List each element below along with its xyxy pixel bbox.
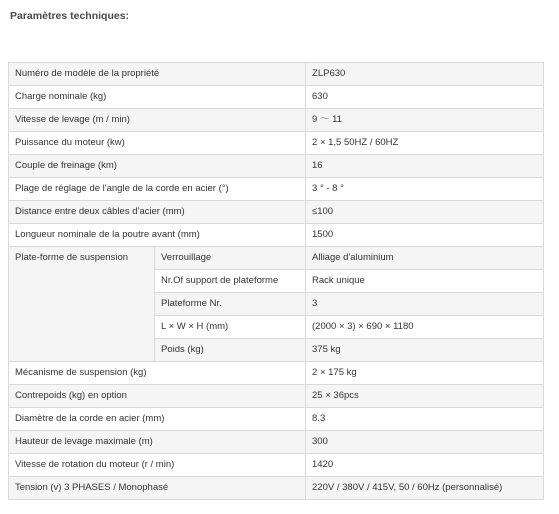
table-row — [9, 454, 544, 477]
row-value: Rack unique — [306, 270, 544, 293]
row-label: Diamètre de la corde en acier (mm) — [9, 408, 306, 431]
row-value: 1500 — [306, 224, 544, 247]
row-value: 300 — [306, 431, 544, 454]
row-label: Puissance du moteur (kw) — [9, 132, 306, 155]
row-label: Plage de réglage de l'angle de la corde en acier (°) — [9, 178, 306, 201]
table-row — [9, 247, 544, 270]
row-label: Mécanisme de suspension (kg) — [9, 362, 306, 385]
sub-row-label: Verrouillage — [155, 247, 306, 270]
row-value: Alliage d'aluminium — [306, 247, 544, 270]
row-value: 16 — [306, 155, 544, 178]
row-value: 220V / 380V / 415V, 50 / 60Hz (personnalisé) — [306, 477, 544, 500]
row-label: Distance entre deux câbles d'acier (mm) — [9, 201, 306, 224]
row-value: 2 × 1,5 50HZ / 60HZ — [306, 132, 544, 155]
row-value: 8.3 — [306, 408, 544, 431]
sub-row-label: Poids (kg) — [155, 339, 306, 362]
row-value: (2000 × 3) × 690 × 1180 — [306, 316, 544, 339]
row-label: Couple de freinage (km) — [9, 155, 306, 178]
sub-row-label: Nr.Of support de plateforme — [155, 270, 306, 293]
group-label: Plate-forme de suspension — [9, 247, 155, 362]
row-value: 3 — [306, 293, 544, 316]
row-value: ≤100 — [306, 201, 544, 224]
table-row — [9, 86, 544, 109]
table-row — [9, 155, 544, 178]
row-label: Contrepoids (kg) en option — [9, 385, 306, 408]
row-label: Vitesse de levage (m / min) — [9, 109, 306, 132]
row-label: Hauteur de levage maximale (m) — [9, 431, 306, 454]
row-value: ZLP630 — [306, 63, 544, 86]
row-value: 25 × 36pcs — [306, 385, 544, 408]
row-label: Vitesse de rotation du moteur (r / min) — [9, 454, 306, 477]
table-row — [9, 431, 544, 454]
table-row — [9, 109, 544, 132]
table-row — [9, 63, 544, 86]
table-row — [9, 178, 544, 201]
sub-row-label: Plateforme Nr. — [155, 293, 306, 316]
row-label: Charge nominale (kg) — [9, 86, 306, 109]
row-label: Longueur nominale de la poutre avant (mm) — [9, 224, 306, 247]
table-row — [9, 408, 544, 431]
row-value: 9 ～ 11 — [306, 109, 544, 132]
row-value: 630 — [306, 86, 544, 109]
row-label: Tension (v) 3 PHASES / Monophasé — [9, 477, 306, 500]
table-row — [9, 362, 544, 385]
sub-row-label: L × W × H (mm) — [155, 316, 306, 339]
table-row — [9, 132, 544, 155]
row-value: 1420 — [306, 454, 544, 477]
table-row — [9, 385, 544, 408]
row-label: Numéro de modèle de la propriété — [9, 63, 306, 86]
row-value: 375 kg — [306, 339, 544, 362]
table-row — [9, 224, 544, 247]
row-value: 2 × 175 kg — [306, 362, 544, 385]
section-heading: Paramètres techniques: — [10, 10, 130, 22]
table-row — [9, 201, 544, 224]
table-row — [9, 477, 544, 500]
technical-parameters-table — [8, 62, 544, 500]
row-value: 3 ° - 8 ° — [306, 178, 544, 201]
